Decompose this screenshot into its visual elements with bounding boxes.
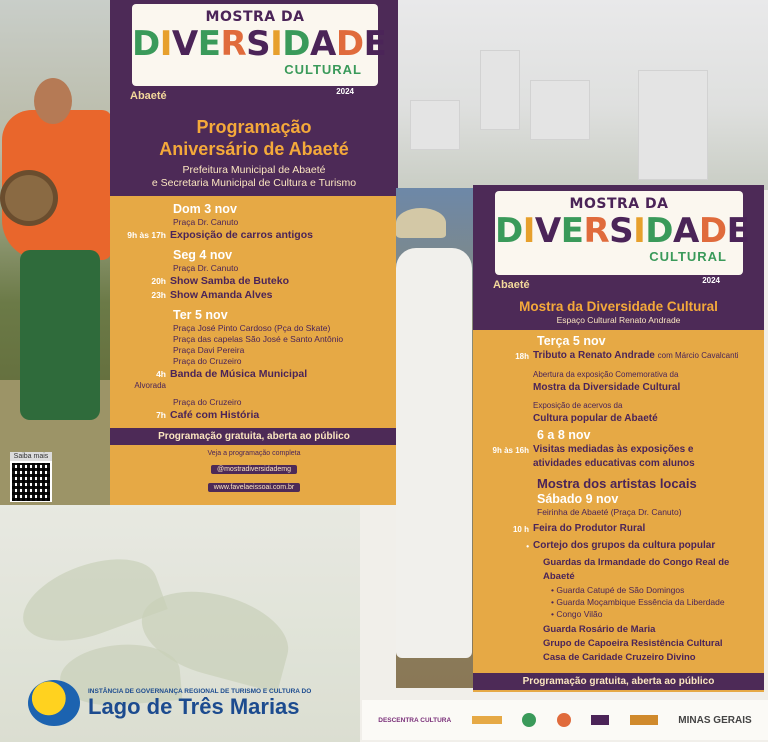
day-heading: Terça 5 nov bbox=[537, 334, 606, 348]
qr-caption: Veja a programação completa bbox=[207, 450, 301, 457]
poster-year: 2024 bbox=[702, 276, 720, 285]
poster-header bbox=[473, 185, 764, 297]
sponsor-logo-icon bbox=[591, 715, 609, 725]
event-row bbox=[479, 457, 758, 470]
sponsor-logo-icon bbox=[630, 715, 658, 725]
event-time: 9h às 16h bbox=[492, 446, 529, 455]
event-row bbox=[118, 381, 390, 391]
group-item: • Guarda Catupé de São Domingos bbox=[551, 585, 685, 595]
event-place: Praça do Cruzeiro bbox=[173, 397, 242, 407]
event-row bbox=[479, 443, 758, 457]
group-item: • Guarda Moçambique Essência da Liberdade bbox=[551, 597, 725, 607]
event-row bbox=[118, 274, 390, 288]
event-place: Praça Dr. Canuto bbox=[173, 217, 239, 227]
event-row bbox=[118, 367, 390, 381]
event-row bbox=[118, 408, 390, 422]
day-heading: 6 a 8 nov bbox=[537, 428, 591, 442]
logo-mostra-da: MOSTRA DA bbox=[569, 196, 669, 212]
lago-name: Lago de Três Marias bbox=[88, 693, 300, 719]
group-item: • Congo Vilão bbox=[551, 609, 603, 619]
mostra-logo bbox=[495, 191, 750, 275]
instagram-link[interactable]: @mostradiversidademg bbox=[211, 465, 297, 474]
event-name: Tributo a Renato Andrade bbox=[533, 350, 655, 361]
performer-photo bbox=[396, 188, 476, 688]
event-name: Cortejo dos grupos da cultura popular bbox=[533, 540, 716, 551]
poster-city: Abaeté bbox=[130, 90, 167, 102]
lago-tagline: INSTÂNCIA DE GOVERNANÇA REGIONAL DE TURISMO E CULTURA DO bbox=[88, 687, 312, 695]
logo-cultural: CULTURAL bbox=[649, 249, 727, 264]
program-title: Programação bbox=[196, 117, 312, 137]
group-name: Grupo de Capoeira Resistência Cultural bbox=[543, 638, 723, 649]
mostra-venue: Espaço Cultural Renato Andrade bbox=[556, 315, 681, 325]
event-row bbox=[479, 399, 758, 412]
event-time: 4h bbox=[156, 369, 166, 379]
mostra-logo bbox=[132, 4, 387, 86]
event-name: Café com História bbox=[170, 409, 260, 421]
event-row bbox=[479, 412, 758, 425]
event-name: Mostra da Diversidade Cultural bbox=[533, 382, 681, 393]
event-name: Show Amanda Alves bbox=[170, 289, 273, 301]
event-time: 9h às 17h bbox=[127, 230, 166, 240]
event-place: Praça do Cruzeiro bbox=[173, 356, 242, 366]
section-heading: Mostra dos artistas locais bbox=[537, 476, 697, 491]
group-name: Guarda Rosário de Maria bbox=[543, 624, 656, 635]
dancer-photo bbox=[0, 0, 112, 505]
event-desc: Exposição de acervos da bbox=[533, 401, 623, 410]
logo-cultural: CULTURAL bbox=[284, 62, 362, 77]
poster-year: 2024 bbox=[336, 87, 354, 96]
saiba-mais-qr[interactable] bbox=[10, 452, 52, 502]
event-guest: com Márcio Cavalcanti bbox=[657, 351, 739, 360]
website-link[interactable]: www.favelaeissoai.com.br bbox=[208, 483, 301, 492]
event-place: Praça Davi Pereira bbox=[173, 345, 245, 355]
mostra-program bbox=[473, 330, 764, 665]
event-place: Praça Dr. Canuto bbox=[173, 263, 239, 273]
sponsor-minas-gerais: MINAS GERAIS bbox=[678, 714, 752, 726]
poster-header bbox=[110, 0, 398, 108]
logo-mostra-da: MOSTRA DA bbox=[205, 9, 305, 25]
day-heading: Seg 4 nov bbox=[173, 248, 233, 262]
event-time: 20h bbox=[151, 276, 166, 286]
event-row bbox=[479, 522, 758, 536]
program-intro bbox=[110, 108, 398, 196]
logo-diversidade: DIVERSIDADE bbox=[495, 211, 750, 251]
program-list bbox=[110, 196, 398, 426]
group-heading: Guardas da Irmandade do Congo Real de Abaeté bbox=[543, 557, 730, 582]
event-row: • Cortejo dos grupos da cultura popular bbox=[479, 539, 758, 553]
event-row bbox=[118, 288, 390, 302]
event-name: Visitas mediadas às exposições e bbox=[533, 444, 694, 455]
poster-city: Abaeté bbox=[493, 279, 530, 291]
event-name: Exposição de carros antigos bbox=[170, 229, 313, 241]
event-time: 23h bbox=[151, 290, 166, 300]
sponsor-logo-icon bbox=[522, 713, 536, 727]
event-time: 10 h bbox=[512, 525, 529, 534]
program-title-2: Aniversário de Abaeté bbox=[159, 139, 349, 159]
mostra-title: Mostra da Diversidade Cultural bbox=[519, 299, 718, 314]
background-town-photo bbox=[380, 0, 768, 190]
lake-sun-icon bbox=[28, 680, 80, 726]
event-row bbox=[479, 381, 758, 394]
event-place: Feirinha de Abaeté (Praça Dr. Canuto) bbox=[537, 507, 682, 517]
sponsor-logos bbox=[362, 700, 768, 740]
logo-diversidade: DIVERSIDADE bbox=[132, 24, 387, 64]
day-heading: Sábado 9 nov bbox=[537, 492, 619, 506]
saiba-mais-label: Saiba mais bbox=[10, 452, 52, 461]
sponsor-logo-icon bbox=[472, 716, 502, 724]
group-list bbox=[551, 584, 758, 620]
program-footer: Programação gratuita, aberta ao público bbox=[473, 673, 764, 690]
event-desc: Abertura da exposição Comemorativa da bbox=[533, 370, 679, 379]
poster-mostra bbox=[473, 185, 764, 692]
program-footer: Programação gratuita, aberta ao público bbox=[110, 428, 398, 445]
poster-aniversario bbox=[110, 0, 398, 505]
sponsor-descentra: DESCENTRA CULTURA bbox=[378, 716, 452, 724]
mostra-heading bbox=[473, 297, 764, 330]
lago-tres-marias-logo bbox=[28, 680, 311, 726]
qr-code-icon bbox=[12, 463, 50, 501]
program-subtitle: Prefeitura Municipal de Abaeté bbox=[182, 164, 326, 176]
event-row bbox=[479, 349, 758, 363]
event-place: Praça das capelas São José e Santo Antônio bbox=[173, 334, 344, 344]
event-time: 7h bbox=[156, 410, 166, 420]
day-heading: Ter 5 nov bbox=[173, 308, 228, 322]
program-links bbox=[110, 445, 398, 494]
event-time: 18h bbox=[515, 352, 529, 361]
event-row bbox=[479, 368, 758, 381]
sponsor-logo-icon bbox=[557, 713, 571, 727]
event-time-note: Alvorada bbox=[134, 381, 166, 390]
event-row bbox=[118, 228, 390, 242]
program-subtitle-2: e Secretaria Municipal de Cultura e Turismo bbox=[151, 177, 357, 189]
event-name: Feira do Produtor Rural bbox=[533, 523, 646, 534]
event-place: Praça José Pinto Cardoso (Pça do Skate) bbox=[173, 323, 331, 333]
event-name: atividades educativas com alunos bbox=[533, 458, 695, 469]
group-name: Casa de Caridade Cruzeiro Divino bbox=[543, 652, 696, 663]
event-name: Cultura popular de Abaeté bbox=[533, 413, 658, 424]
day-heading: Dom 3 nov bbox=[173, 202, 237, 216]
event-name: Banda de Música Municipal bbox=[170, 368, 308, 380]
event-name: Show Samba de Buteko bbox=[170, 275, 290, 287]
